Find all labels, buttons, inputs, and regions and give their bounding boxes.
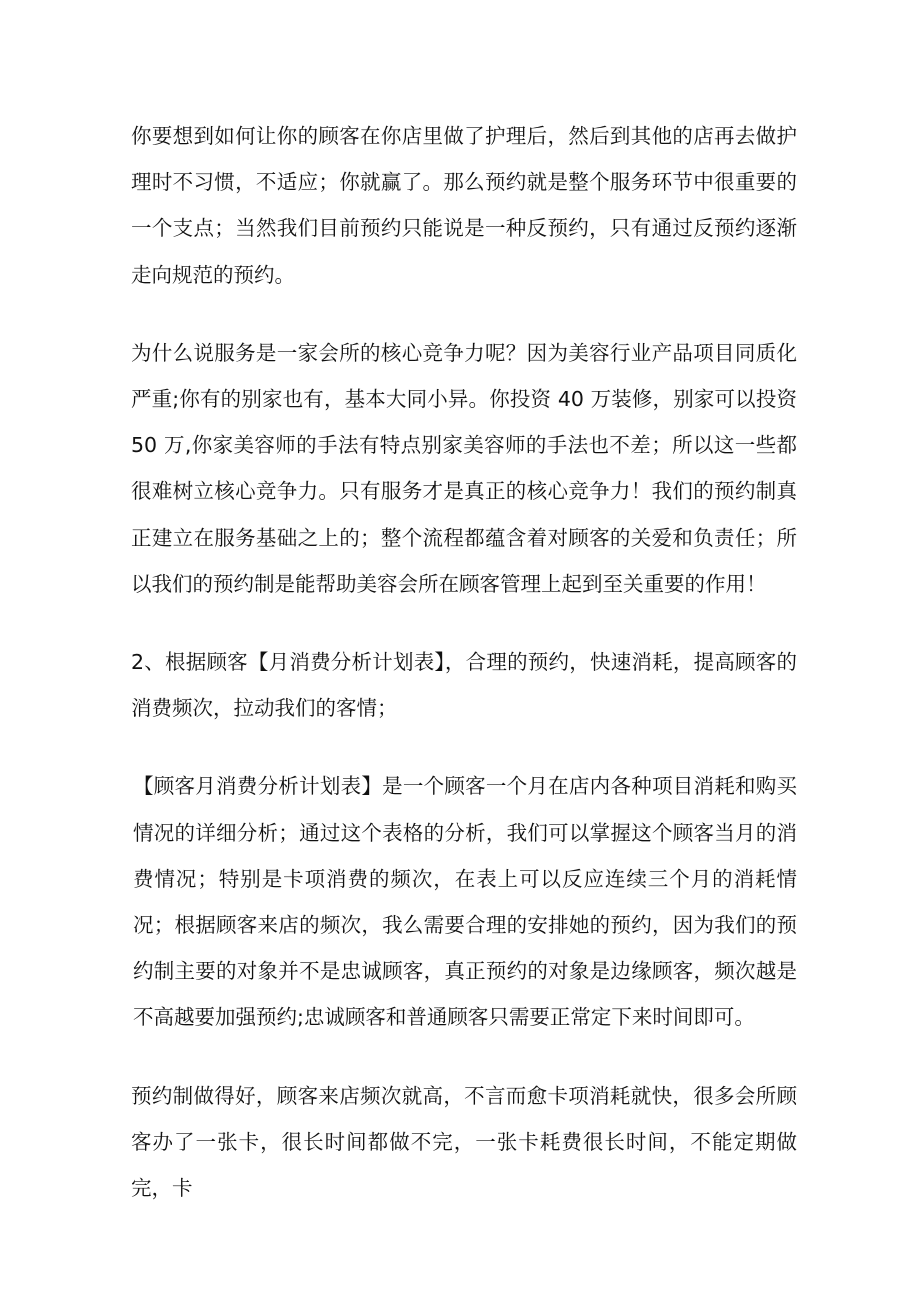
paragraph-appointment-frequency: 预约制做得好，顾客来店频次就高，不言而愈卡项消耗就快，很多会所顾客办了一张卡，很长时间都做不完，一张卡耗费很长时间，不能定期做完，卡	[131, 1083, 797, 1201]
paragraph-monthly-analysis-table: 【顾客月消费分析计划表】是一个顾客一个月在店内各种项目消耗和购买情况的详细分析；通过这个表格的分析，我们可以掌握这个顾客当月的消费情况；特别是卡项消费的频次，在表上可以反应连续三个月的消耗情况；根据顾客来店的频次，我么需要合理的安排她的预约，因为我们的预约制主要的对象并不是忠诚顾客，真正预约的对象是边缘顾客，频次越是不高越要加强预约;忠诚顾客和普通顾客只需要正常定下来时间即可。	[133, 774, 797, 1030]
paragraph-item-2-monthly-analysis: 2、根据顾客【月消费分析计划表】，合理的预约，快速消耗，提高顾客的消费频次，拉动我们的客情；	[131, 650, 797, 721]
paragraph-service-competitiveness: 为什么说服务是一家会所的核心竞争力呢？因为美容行业产品项目同质化严重;你有的别家也有，基本大同小异。你投资 40 万装修，别家可以投资 50 万,你家美容师的手法有特点别家美容师的手法也不差；所以这一些都很难树立核心竞争力。只有服务才是真正的核心竞争力！我们的预约制真正建立在服务基础之上的；整个流程都蕴含着对顾客的关爱和负责任；所以我们的预约制是能帮助美容会所在顾客管理上起到至关重要的作用！	[131, 340, 797, 596]
document-body	[131, 113, 797, 1243]
paragraph-appointment-pivot: 你要想到如何让你的顾客在你店里做了护理后，然后到其他的店再去做护理时不习惯，不适应；你就赢了。那么预约就是整个服务环节中很重要的一个支点；当然我们目前预约只能说是一种反预约，只有通过反预约逐渐走向规范的预约。	[131, 124, 797, 287]
